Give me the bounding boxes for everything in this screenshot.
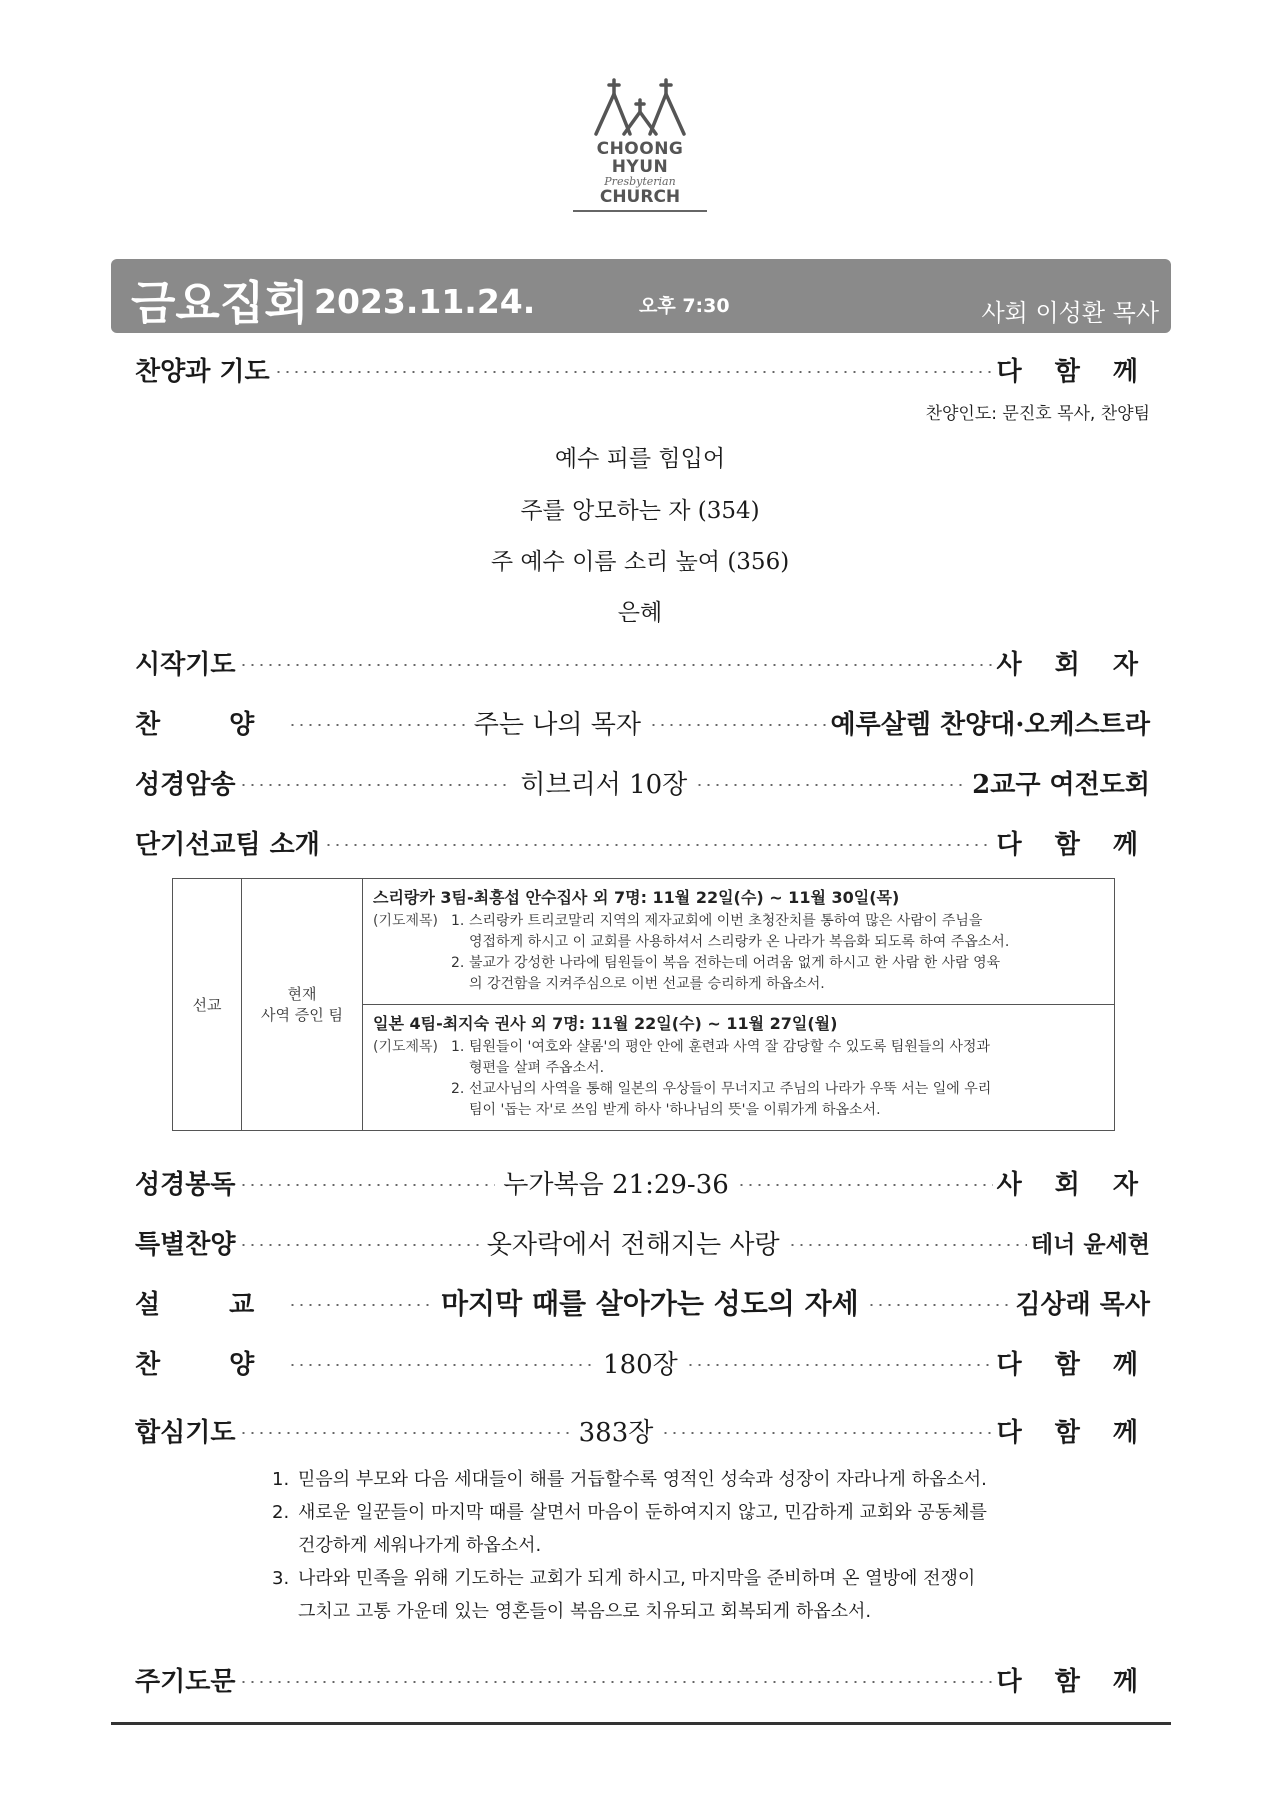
dot-leader [239, 664, 992, 666]
order-row-praise-prayer [135, 349, 1150, 389]
mission-team-table [172, 878, 1115, 1131]
order-item: 누가복음 21:29-36 [503, 1169, 729, 1200]
prayer-item [373, 953, 1104, 974]
prayer-text: 영접하게 하시고 이 교회를 사용하셔서 스리랑카 온 나라가 복음화 되도록 하여 주옵소서. [469, 934, 1010, 950]
dot-leader [239, 1244, 478, 1246]
order-responsible: 다 함 께 [996, 1349, 1150, 1380]
order-responsible: 다 함 께 [996, 1666, 1150, 1697]
mission-team-header: 일본 4팀-최지숙 권사 외 7명: 11월 22일(수) ~ 11월 27일(월) [373, 1014, 838, 1033]
dot-leader [649, 724, 826, 726]
prayer-item-continued [373, 1100, 1104, 1121]
dot-leader [274, 371, 993, 373]
logo-text-top: CHOONG HYUN [596, 139, 684, 177]
praise-leaders: 찬양인도: 문진호 목사, 찬양팀 [925, 404, 1150, 424]
dot-leader [239, 1432, 570, 1434]
song-title: 주를 앙모하는 자 (354) [520, 498, 760, 524]
prayer-text: 선교사님의 사역을 통해 일본의 우상들이 무너지고 주님의 나라가 우뚝 서는 일에 우리 [469, 1081, 992, 1097]
prayer-text: 의 강건함을 지켜주심으로 이번 선교를 승리하게 하옵소서. [469, 976, 825, 992]
prayer-text: 팀원들이 '여호와 샬롬'의 평안 안에 훈련과 사역 잘 감당할 수 있도록 팀원들의 사정과 [469, 1039, 990, 1055]
order-row-sermon [135, 1282, 1150, 1322]
prayer-label: (기도제목) [373, 1039, 439, 1055]
prayer-topic-number: 2. [272, 1502, 290, 1523]
prayer-number: 2. [451, 1081, 465, 1097]
dot-leader [737, 1184, 993, 1186]
dot-leader [661, 1432, 992, 1434]
order-responsible: 김상래 목사 [1015, 1289, 1151, 1320]
order-label: 주기도문 [135, 1666, 236, 1697]
sermon-title: 마지막 때를 살아가는 성도의 자세 [441, 1287, 859, 1320]
order-item: 180장 [603, 1349, 678, 1380]
prayer-item [373, 1037, 1104, 1058]
mission-category-cell: 선교 [173, 879, 242, 1131]
prayer-topic-text: 건강하게 세워나가게 하옵소서. [298, 1535, 542, 1556]
mission-team-cell [363, 879, 1115, 1005]
prayer-number: 2. [451, 955, 465, 971]
dot-leader [788, 1244, 1027, 1246]
mission-type-line: 사역 증인 팀 [261, 1005, 343, 1024]
prayer-topic-number: 3. [272, 1568, 290, 1589]
order-responsible: 사 회 자 [996, 1169, 1151, 1200]
prayer-text: 스리랑카 트리코말리 지역의 제자교회에 이번 초청잔치를 통하여 많은 사람이 주님을 [469, 913, 983, 929]
dot-leader [867, 1304, 1012, 1306]
prayer-topic-continued [272, 1529, 1072, 1562]
prayer-topics-list [272, 1463, 1072, 1628]
logo-text-middle: Presbyterian [604, 175, 676, 188]
prayer-topic-continued [272, 1595, 1072, 1628]
order-responsible: 다 함 께 [996, 356, 1150, 387]
order-label: 성경암송 [135, 769, 236, 800]
order-row-special-music [135, 1222, 1150, 1262]
order-row-opening-prayer [135, 642, 1150, 682]
bottom-divider [111, 1722, 1171, 1725]
prayer-item-continued [373, 932, 1104, 953]
order-row-scripture-reading [135, 1162, 1150, 1202]
prayer-item [373, 1079, 1104, 1100]
order-responsible: 테너 윤세현 [1030, 1230, 1151, 1258]
song-title: 예수 피를 힘입어 [554, 446, 726, 472]
prayer-text: 형편을 살펴 주옵소서. [469, 1060, 605, 1076]
dot-leader [239, 1184, 495, 1186]
order-responsible: 다 함 께 [996, 829, 1150, 860]
order-item: 383장 [578, 1417, 654, 1448]
dot-leader [288, 1364, 595, 1366]
prayer-topic [272, 1496, 1072, 1529]
order-label: 단기선교팀 소개 [135, 829, 320, 860]
prayer-topic [272, 1562, 1072, 1595]
logo-underline [573, 210, 707, 212]
prayer-topic-text: 그치고 고통 가운데 있는 영혼들이 복음으로 치유되고 회복되게 하옵소서. [298, 1601, 872, 1622]
order-label: 찬 양 [135, 709, 285, 740]
song-title: 은혜 [617, 600, 663, 626]
order-responsible: 예루살렘 찬양대·오케스트라 [830, 709, 1150, 740]
order-row-unison-prayer [135, 1410, 1150, 1450]
prayer-topic-text: 믿음의 부모와 다음 세대들이 해를 거듭할수록 영적인 성숙과 성장이 자라나게 하옵소서. [298, 1469, 987, 1490]
church-logo [572, 78, 708, 206]
order-item: 옷자락에서 전해지는 사랑 [486, 1229, 780, 1260]
song-title: 주 예수 이름 소리 높여 (356) [490, 549, 790, 575]
dot-leader [686, 1364, 993, 1366]
prayer-topic-text: 나라와 민족을 위해 기도하는 교회가 되게 하시고, 마지막을 준비하며 온 열방에 전쟁이 [298, 1568, 976, 1589]
order-label: 설 교 [135, 1289, 285, 1320]
logo-text-bottom: CHURCH [599, 187, 681, 207]
order-label: 찬양과 기도 [135, 356, 270, 387]
order-responsible: 다 함 께 [996, 1417, 1151, 1448]
service-date: 2023.11.24. [314, 282, 536, 321]
order-row-hymn [135, 1342, 1150, 1382]
dot-leader [695, 784, 968, 786]
order-item: 주는 나의 목자 [473, 709, 642, 740]
dot-leader [239, 784, 512, 786]
prayer-item [373, 911, 1104, 932]
dot-leader [324, 844, 993, 846]
mission-team-header: 스리랑카 3팀-최흥섭 안수집사 외 7명: 11월 22일(수) ~ 11월 30일(목) [373, 888, 900, 907]
order-label: 시작기도 [135, 649, 236, 680]
prayer-item-continued [373, 1058, 1104, 1079]
service-leader: 사회 이성환 목사 [981, 299, 1159, 327]
order-row-lords-prayer [135, 1659, 1150, 1699]
service-banner [111, 259, 1171, 333]
order-row-choir [135, 702, 1150, 742]
order-responsible: 사 회 자 [996, 649, 1150, 680]
dot-leader [288, 1304, 433, 1306]
order-label: 찬 양 [135, 1349, 285, 1380]
mission-type-cell [242, 879, 363, 1131]
prayer-number: 1. [451, 913, 465, 929]
dot-leader [288, 724, 465, 726]
prayer-label: (기도제목) [373, 913, 439, 929]
mission-type-line: 현재 [287, 984, 317, 1003]
prayer-topic-text: 새로운 일꾼들이 마지막 때를 살면서 마음이 둔하여지지 않고, 민감하게 교회와 공동체를 [298, 1502, 987, 1523]
prayer-topic [272, 1463, 1072, 1496]
order-row-mission-intro [135, 822, 1150, 862]
dot-leader [239, 1681, 992, 1683]
church-spires-icon [590, 78, 690, 136]
prayer-text: 팀이 '돕는 자'로 쓰임 받게 하사 '하나님의 뜻'을 이뤄가게 하옵소서. [469, 1102, 881, 1118]
order-label: 합심기도 [135, 1417, 236, 1448]
service-title: 금요집회 [131, 276, 309, 330]
mission-team-cell [363, 1005, 1115, 1131]
order-label: 특별찬양 [135, 1229, 236, 1260]
service-time: 오후 7:30 [639, 295, 730, 317]
prayer-number: 1. [451, 1039, 465, 1055]
prayer-text: 불교가 강성한 나라에 팀원들이 복음 전하는데 어려움 없게 하시고 한 사람 한 사람 영육 [469, 955, 1001, 971]
prayer-item-continued [373, 974, 1104, 995]
prayer-topic-number: 1. [272, 1469, 290, 1490]
order-responsible: 2교구 여전도회 [972, 769, 1150, 800]
order-label: 성경봉독 [135, 1169, 236, 1200]
order-item: 히브리서 10장 [520, 769, 688, 800]
order-row-recitation [135, 762, 1150, 802]
